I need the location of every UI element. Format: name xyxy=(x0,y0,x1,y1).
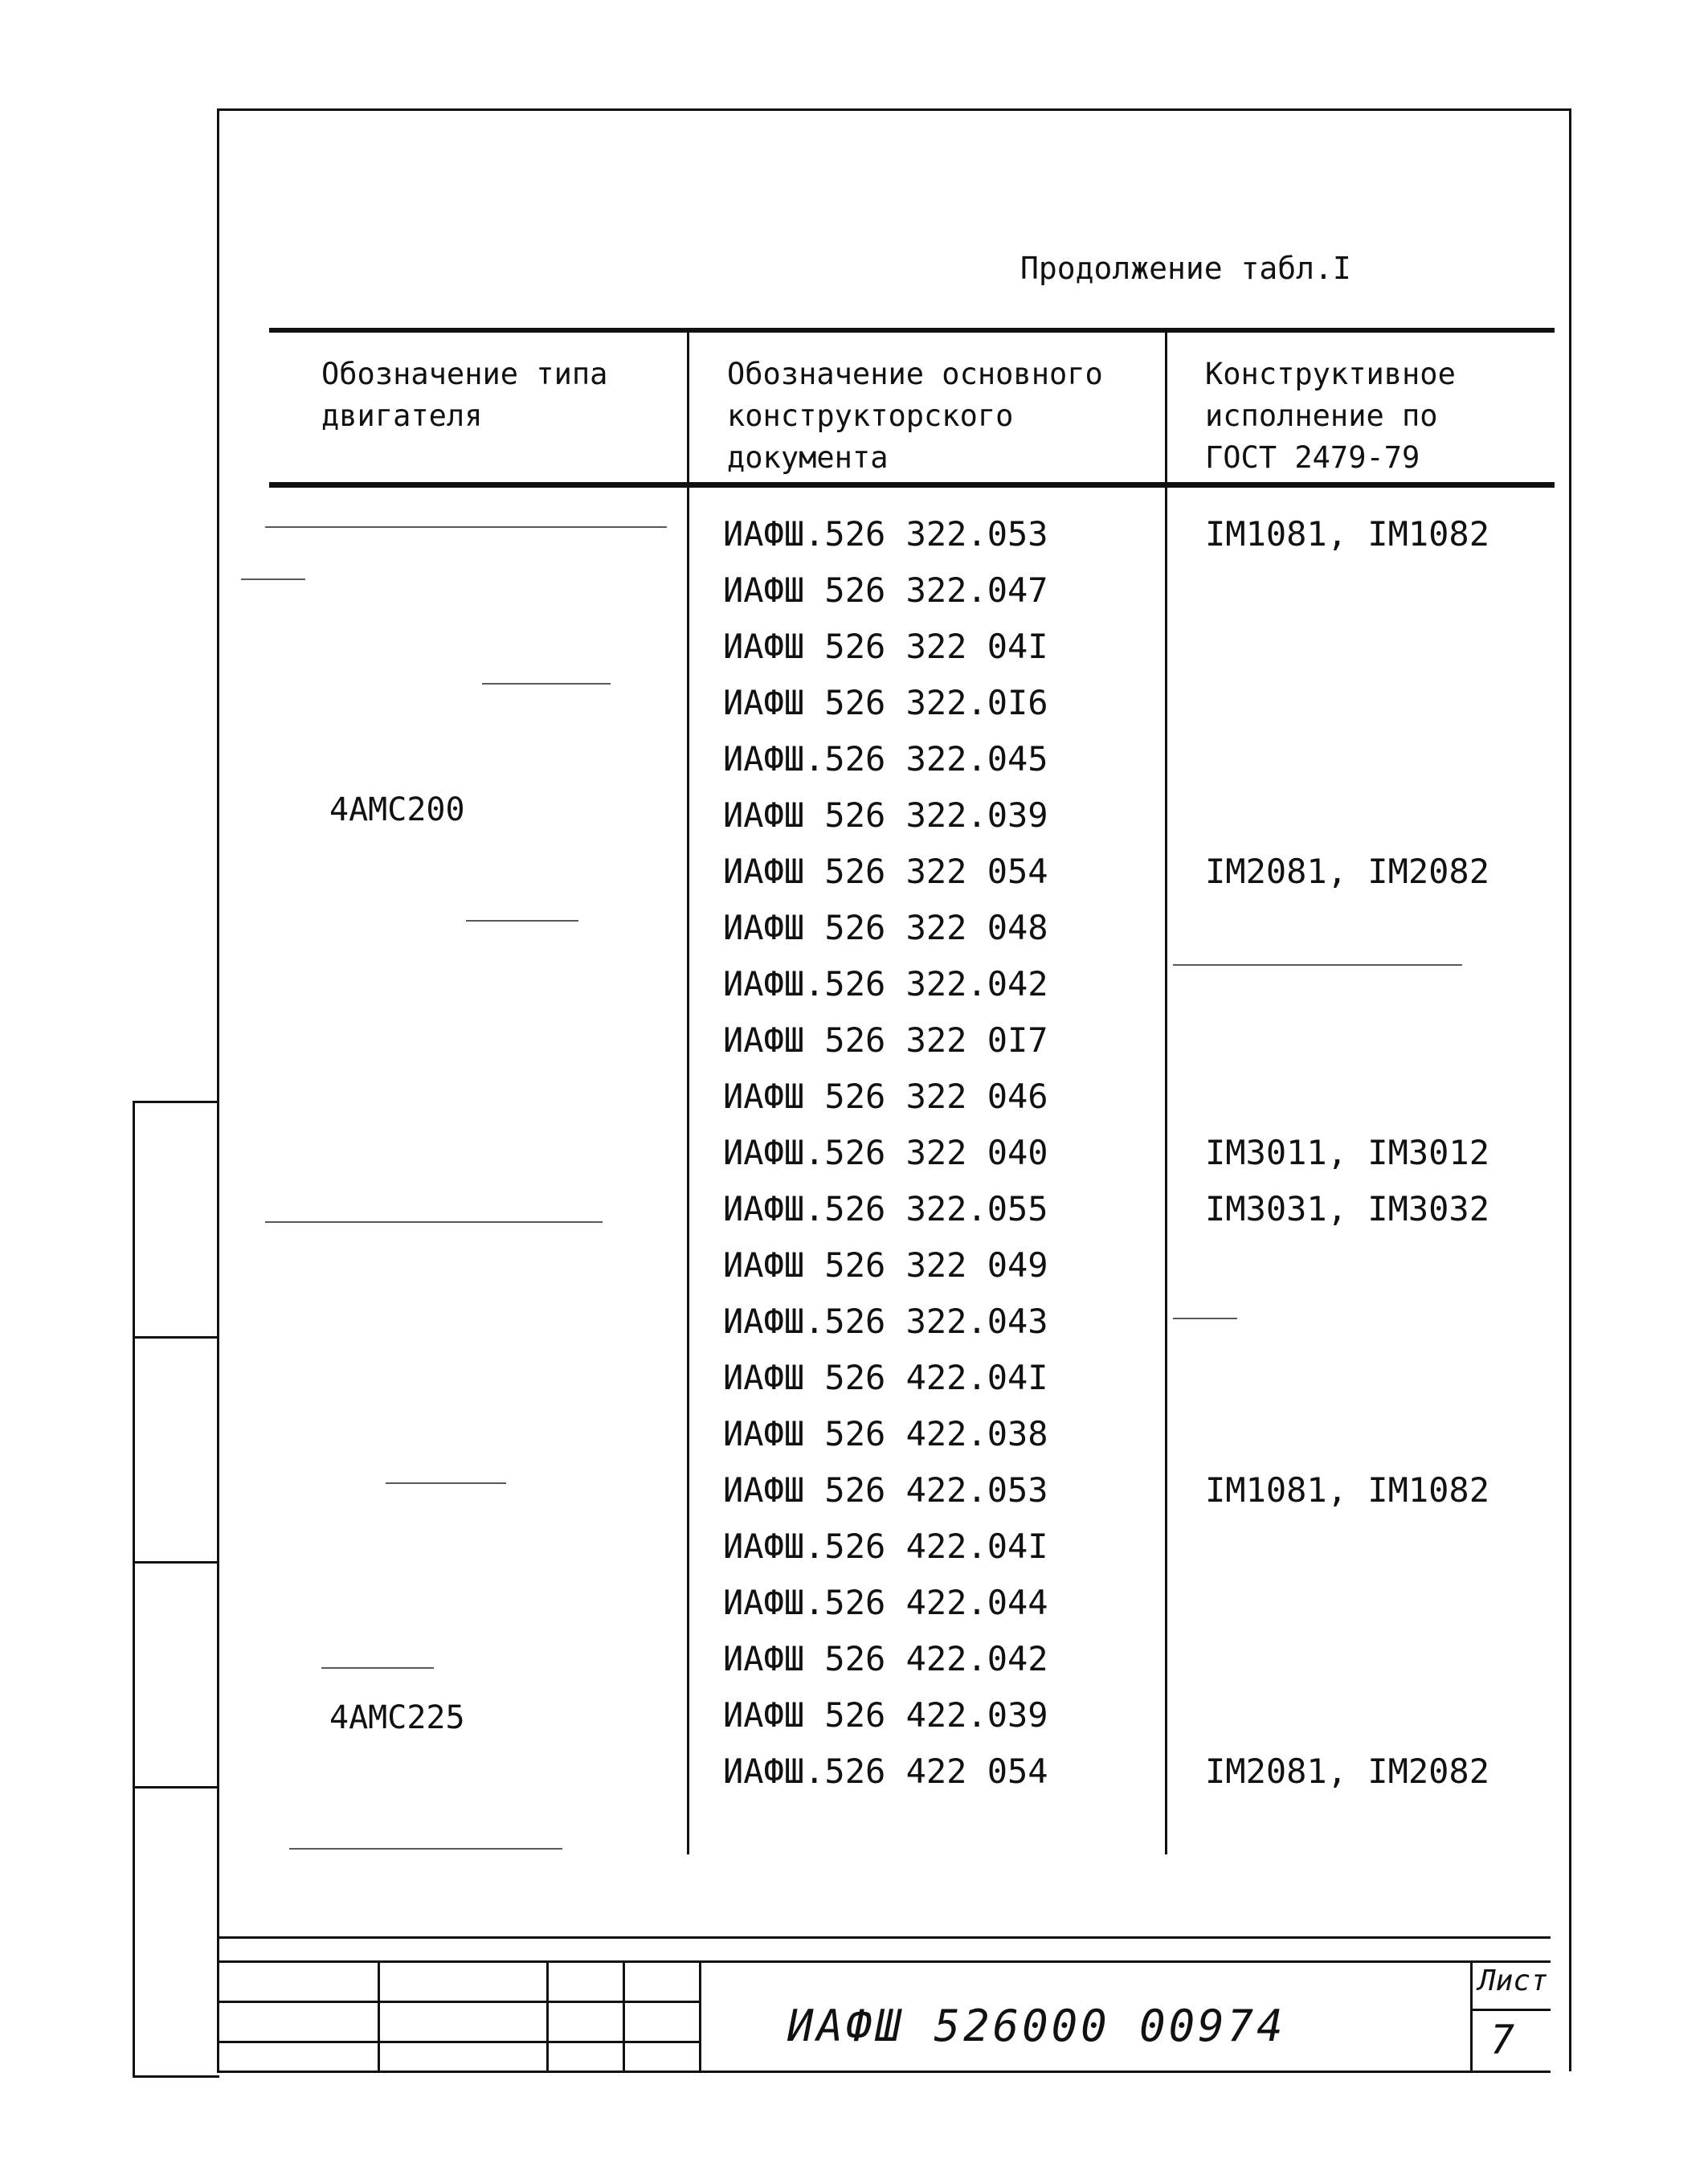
scan-mark xyxy=(265,526,667,528)
execution-cell: IM2081, IM2082 xyxy=(1205,852,1490,891)
header-document-line1: Обозначение основного xyxy=(727,357,1103,391)
document-row: ИАФШ.526 422.04I xyxy=(723,1527,1048,1566)
header-document xyxy=(727,354,1103,479)
scan-mark xyxy=(241,578,305,580)
document-list xyxy=(723,506,1048,1800)
title-block-col xyxy=(378,1960,380,2073)
table-top-rule xyxy=(269,328,1555,333)
execution-cell: IM1081, IM1082 xyxy=(1205,1470,1490,1510)
document-row: ИАФШ 526 322 048 xyxy=(723,908,1048,947)
table-continuation-caption: Продолжение табл.I xyxy=(1020,251,1351,286)
document-code: ИАФШ 526000 00974 xyxy=(787,2001,1286,2051)
title-block-row-rule xyxy=(217,2041,699,2043)
title-block-col xyxy=(546,1960,549,2073)
header-motor-type-line1: Обозначение типа xyxy=(321,357,608,391)
document-row: ИАФШ 526 422.038 xyxy=(723,1414,1048,1453)
scan-mark xyxy=(1173,1318,1237,1319)
header-bottom-rule xyxy=(269,482,1555,488)
side-strip-separator xyxy=(135,1786,219,1789)
document-row: ИАФШ 526 422.04I xyxy=(723,1358,1048,1397)
header-motor-type xyxy=(321,354,607,437)
header-execution xyxy=(1205,354,1456,479)
motor-type-4amc225: 4АМС225 xyxy=(329,1699,465,1736)
document-row: ИАФШ.526 322.043 xyxy=(723,1302,1048,1341)
document-row: ИАФШ 526 322.0I6 xyxy=(723,683,1048,722)
scan-mark xyxy=(321,1667,434,1669)
header-document-line3: документа xyxy=(727,440,889,475)
document-row: ИАФШ 526 322 04I xyxy=(723,627,1048,666)
column-divider-1 xyxy=(687,328,689,1854)
scan-mark xyxy=(1173,964,1462,966)
document-row: ИАФШ.526 322 040 xyxy=(723,1133,1048,1172)
title-block-bottom-rule xyxy=(217,2071,1551,2073)
document-row: ИАФШ.526 422 054 xyxy=(723,1752,1048,1791)
document-row: ИАФШ.526 322.053 xyxy=(723,514,1048,554)
document-row: ИАФШ.526 322.042 xyxy=(723,964,1048,1004)
document-row: ИАФШ.526 422.044 xyxy=(723,1583,1048,1622)
title-block-col xyxy=(623,1960,625,2073)
title-block-row-rule xyxy=(217,2001,699,2003)
document-row: ИАФШ 526 322 046 xyxy=(723,1077,1048,1116)
execution-cell: IM1081, IM1082 xyxy=(1205,514,1490,554)
document-row: ИАФШ.526 322.045 xyxy=(723,739,1048,779)
document-row: ИАФШ 526 322.039 xyxy=(723,795,1048,835)
motor-type-4amc200: 4АМС200 xyxy=(329,791,465,828)
scan-mark xyxy=(289,1848,562,1850)
document-row: ИАФШ 526 422.042 xyxy=(723,1639,1048,1678)
execution-cell: IM2081, IM2082 xyxy=(1205,1752,1490,1791)
side-strip-separator xyxy=(135,1561,219,1564)
header-document-line2: конструкторского xyxy=(727,399,1014,433)
header-motor-type-line2: двигателя xyxy=(321,399,483,433)
document-row: ИАФШ 526 422.053 xyxy=(723,1470,1048,1510)
title-block-col xyxy=(699,1960,701,2073)
scan-mark xyxy=(265,1221,603,1223)
sheet-label: Лист xyxy=(1478,1964,1548,1997)
document-row: ИАФШ 526 322 049 xyxy=(723,1245,1048,1285)
document-row: ИАФШ 526 322.047 xyxy=(723,570,1048,610)
header-execution-line3: ГОСТ 2479-79 xyxy=(1205,440,1420,475)
execution-cell: IM3031, IM3032 xyxy=(1205,1189,1490,1228)
header-execution-line2: исполнение по xyxy=(1205,399,1438,433)
execution-cell: IM3011, IM3012 xyxy=(1205,1133,1490,1172)
header-execution-line1: Конструктивное xyxy=(1205,357,1456,391)
document-row: ИАФШ 526 322 0I7 xyxy=(723,1020,1048,1060)
document-row: ИАФШ.526 322.055 xyxy=(723,1189,1048,1228)
sheet-number: 7 xyxy=(1490,2017,1515,2063)
frame-bottom-rule xyxy=(217,1936,1551,1939)
document-row: ИАФШ 526 422.039 xyxy=(723,1695,1048,1735)
scan-mark xyxy=(482,683,611,685)
document-row: ИАФШ 526 322 054 xyxy=(723,852,1048,891)
title-block-top-rule xyxy=(217,1960,1551,1963)
side-strip-separator xyxy=(135,1336,219,1339)
scan-mark xyxy=(466,920,578,922)
left-side-strip xyxy=(133,1101,219,2078)
sheet-cell-rule xyxy=(1470,2009,1551,2011)
title-block-col xyxy=(1470,1960,1473,2073)
column-divider-2 xyxy=(1165,328,1167,1854)
scan-mark xyxy=(386,1482,506,1484)
